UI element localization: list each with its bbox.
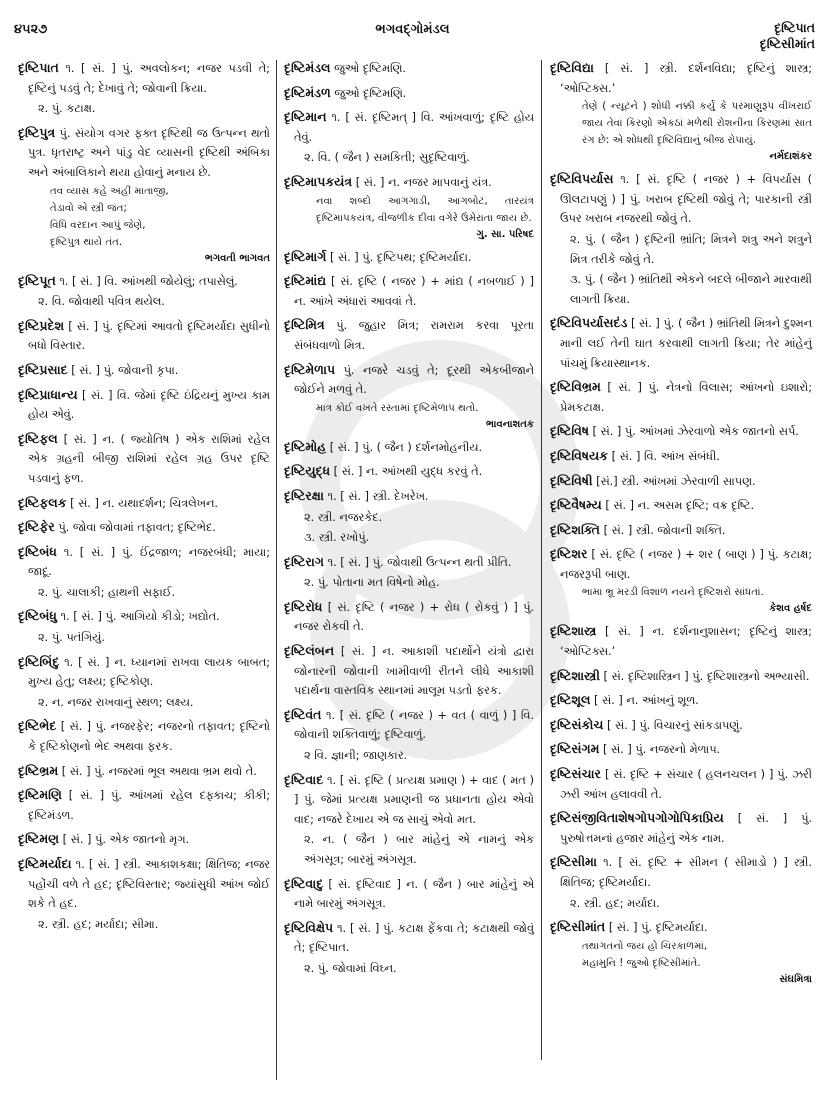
definition-sense: જુઓ દૃષ્ટિમણિ. <box>334 62 406 75</box>
definition-sense: પું. નજરે ચડવું તે; દૂરથી એકબીજાને જોઈને મળવું તે. <box>294 363 535 397</box>
headword: દૃષ્ટિયુદ્ધ <box>284 463 331 479</box>
dictionary-entry <box>284 918 534 979</box>
headword: દૃષ્ટિવિષયક <box>550 447 609 463</box>
citation-quote <box>28 183 270 267</box>
dictionary-entry <box>550 495 812 516</box>
dictionary-entry <box>550 621 812 661</box>
definition-sense: [ સં. ] ન. યથાદર્શન; ચિત્રલેખન. <box>70 496 218 510</box>
headword: દૃષ્ટિમોહ <box>284 438 327 454</box>
dictionary-entry <box>284 107 534 168</box>
dictionary-entry <box>550 715 812 736</box>
dictionary-entry <box>550 852 812 913</box>
dictionary-entry <box>18 316 270 356</box>
headword: દૃષ્ટિપુત્ર <box>18 124 56 140</box>
dictionary-entry <box>18 854 270 934</box>
dictionary-entry <box>550 169 812 309</box>
definition-sense: ૧. [ સં. ] વિ. આંખથી જોયેલું; તપાસેલું. <box>59 274 238 288</box>
dictionary-entry <box>284 641 534 701</box>
definition-sense: [ સં. ] પું. નજરફેર; નજરનો તફાવત; દૃષ્ટિનો કે દૃષ્ટિકોણનો ભેદ અથવા ફરક. <box>28 720 271 754</box>
definition-sense: ૨. ન. નજર રાખવાનું સ્થળ; લક્ષ્ય. <box>38 695 194 709</box>
dictionary-entry <box>550 446 812 467</box>
dictionary-entry <box>550 808 812 848</box>
dictionary-entry <box>18 542 270 603</box>
definition-sense: [ સં. દૃષ્ટિ ( નજર ) + માંદ્ય ( નબળાઈ ) ] ન. આંખે અંધારાં આવવાં તે. <box>294 275 534 308</box>
dictionary-entry <box>550 377 812 417</box>
headword: દૃષ્ટિપ્રદેશ <box>18 317 65 333</box>
definition-sense: ૧. [ સં. ] પું. જોવાથી ઉત્પન્ન થતી પ્રીતિ. <box>327 555 512 569</box>
dictionary-entry <box>284 247 534 268</box>
dictionary-entry <box>284 770 534 870</box>
headword: દૃષ્ટિવિષ <box>550 423 589 439</box>
citation-quote <box>560 584 812 617</box>
dictionary-entry <box>284 597 534 637</box>
definition-sense: ૨. પું. પોતાના મત વિષેનો મોહ. <box>304 576 440 590</box>
definition-sense: [ સં. ] પું. દૃષ્ટિમાં આવતો દૃષ્ટિમર્યાદા સુધીનો બધો વિસ્તાર. <box>28 319 270 353</box>
definition-sense: [ સં. ] ન. આંખનું શૂળ. <box>594 694 699 708</box>
headword: દૃષ્ટિરોધ <box>284 598 323 614</box>
definition-sense: [ સં. ] પું. વિચારનું સાંકડાપણું. <box>607 718 743 732</box>
definition-sense: [ સં. ] પું. પુરુષોત્તમનાં હજાર માંહેનું એક નામ. <box>560 812 812 845</box>
headword: દૃષ્ટિશર <box>550 546 588 562</box>
definition-sense: [ સં. ] ન. નજર માપવાનું યંત્ર. <box>355 175 492 189</box>
dictionary-entry <box>284 58 534 79</box>
quote-line: નવા શબ્દો આગગાડી, આગબોટ, તારયંત્ર દૃષ્ટિમાપકયંત્ર, વીજળીક દીવા વગેરે ઉમેરાતા જાય છે. <box>316 195 534 224</box>
definition-sense: જુઓ દૃષ્ટિમણિ. <box>334 86 407 100</box>
guide-words <box>760 20 815 52</box>
headword: દૃષ્ટિશૂલ <box>550 692 591 708</box>
quote-line: તવ વ્યાસ કહે અહીં માતાજી, <box>50 185 169 197</box>
headword: દૃષ્ટિમંડળ <box>284 84 331 100</box>
dictionary-entry <box>284 315 534 355</box>
citation-quote <box>294 193 534 243</box>
dictionary-entry <box>284 705 534 766</box>
headword: દૃષ્ટિવંત <box>284 706 322 722</box>
definition-sense: ૨. સ્ત્રી. હદ; મર્યાદા; સીમા. <box>38 917 159 931</box>
column-divider <box>276 60 277 1080</box>
dictionary-entry <box>18 652 270 713</box>
definition-sense: ૧. [ સં. દૃષ્ટિ ( નજર ) + વત ( વાળું ) ] વિ. જોવાની શક્તિવાળું; દૃષ્ટિવાળું. <box>294 708 535 742</box>
headword: દૃષ્ટિવિપર્યાસ <box>550 171 614 187</box>
definition-sense: ૧. [ સં. ] સ્ત્રી. આકાશકક્ષા; ક્ષિતિજ; નજર પહોંચી વળે તે હદ; દૃષ્ટિવિસ્તાર; જ્યાંસુધી આંખ જોઈ શકે તે હદ. <box>28 858 271 911</box>
quote-source: ગુ. સા. પરિષદ <box>476 228 534 240</box>
headword: દૃષ્ટિસીમા <box>550 854 597 870</box>
headword: દૃષ્ટિવિક્ષેપ <box>284 919 334 935</box>
definition-sense: ૩. સ્ત્રી. રખોપું. <box>304 531 370 545</box>
definition-sense: ૧. [ સં. ] પું. કટાક્ષ ફેંકવા તે; કટાક્ષથી જોવું તે; દૃષ્ટિપાત. <box>294 921 535 955</box>
quote-source: નર્મદાશંકર <box>769 151 812 163</box>
dictionary-entry <box>284 172 534 243</box>
dictionary-entry <box>550 471 812 492</box>
definition-sense: ૨. સ્ત્રી. નજરકેદ. <box>304 510 383 524</box>
definition-sense: [ સં. ] ન. અસમ દૃષ્ટિ; વક્ર દૃષ્ટિ. <box>605 499 755 513</box>
dictionary-entry <box>284 874 534 914</box>
quote-source: ભાવનાશતક <box>486 418 534 430</box>
dictionary-entry <box>18 493 270 514</box>
definition-sense: [ સં. ] પું. એક જાતનો મૃગ. <box>62 833 190 847</box>
dictionary-entry <box>18 517 270 538</box>
dictionary-entry <box>550 764 812 804</box>
dictionary-entry <box>550 58 812 165</box>
headword: દૃષ્ટિવિપર્યાસદંડ <box>550 315 628 331</box>
definition-sense: [ સં. દૃષ્ટિ + સંચાર ( હલનચલન ) ] પું. ઝરી ઝરી આંખ હલાવવી તે. <box>560 768 813 801</box>
quote-line: દૃષ્ટિપુત્ર થાયે તંત. <box>50 236 123 248</box>
dictionary-entry <box>550 739 812 760</box>
definition-sense: [ સં. ] પું. ( જૈન ) ભ્રાંતિથી મિત્રને દુશ્મન માની લઈ તેની ઘાત કરવાથી લાગતી ક્રિયા; તેર માંહેનું પાંચમું ક્રિયાસ્થાનક. <box>560 317 813 370</box>
quote-source: ભગવતી ભાગવત <box>204 252 270 264</box>
headword: દૃષ્ટિસંકોચ <box>550 716 604 732</box>
quote-line: વિધિ વરદાન આપું જેણે, <box>50 219 146 231</box>
definition-sense: ૧. [ સં. દૃષ્ટિ ( પ્રત્યક્ષ પ્રમાણ ) + વાદ ( મત ) ] પું. જેમાં પ્રત્યક્ષ પ્રમાણની જ પ્રધાનતા હોય એવો વાદ; નજરે દેખાય એ જ સાચું એવો મત. <box>294 773 534 826</box>
dictionary-entry <box>284 360 534 433</box>
guide-word-first: દૃષ્ટિપાત <box>774 20 815 35</box>
definition-sense: ૧. [ સં. ] પું. ઈંદ્રજાળ; નજરબંધી; માયા; જાદૂ. <box>28 545 270 579</box>
headword: દૃષ્ટિશક્તિ <box>550 521 600 537</box>
definition-sense: ૨. સ્ત્રી. હદ; મર્યાદા. <box>570 896 660 910</box>
page-header <box>0 0 825 52</box>
headword: દૃષ્ટિબંધ <box>18 543 57 559</box>
dictionary-entry <box>550 520 812 541</box>
headword: દૃષ્ટિમિત્ર <box>284 317 325 333</box>
headword: દૃષ્ટિસીમાંત <box>550 919 606 935</box>
guide-word-last: દૃષ્ટિસીમાંત <box>759 36 815 51</box>
definition-sense: [ સં. દૃષ્ટિ ( નજર ) + શર ( બાણ ) ] પું. કટાક્ષ; નજરરૂપી બાણ. <box>560 548 812 581</box>
dictionary-entry <box>18 385 270 425</box>
definition-sense: પું. સંયોગ વગર ફક્ત દૃષ્ટિથી જ ઉત્પન્ન થતો પુત્ર. ધૃતરાષ્ટ્ર અને પાંડુ વેદ વ્યાસની દૃષ્ટિથી અંબિકા અને અંબાલિકાને થયા હોવાનું મનાય છે. <box>28 126 271 179</box>
definition-sense: ૨. વિ. ( જૈન ) સમકિતી; સુદૃષ્ટિવાળું. <box>304 151 470 165</box>
definition-sense: ૨. પું. ( જૈન ) દૃષ્ટિની ભ્રાંતિ; મિત્રને શત્રુ અને શત્રુને મિત્ર તરીકે જોવું તે. <box>570 232 812 266</box>
quote-source: સંઘમિત્રા <box>779 973 812 985</box>
definition-sense: ૧. [ સં. દૃષ્ટિ ( નજર ) + વિપર્યાસ ( ઊલટાપણું ) ] પું. ખરાબ દૃષ્ટિથી જોવું તે; પારકાની સ્ત્રી ઉપર ખરાબ નજરથી જોવું તે. <box>560 173 813 226</box>
dictionary-entry <box>18 123 270 267</box>
headword: દૃષ્ટિસંજીવિતાશેષગોપગોગોપિકાપ્રિય <box>550 810 724 826</box>
definition-sense: [સં.] સ્ત્રી. આંખમાં ઝેરવાળી સાપણ. <box>596 474 756 488</box>
definition-sense: [ સં. ] સ્ત્રી. દર્શનવિદ્યા; દૃષ્ટિનું શાસ્ત્ર; ‘ઓપ્ટિક્સ.’ <box>560 62 812 95</box>
dictionary-entry <box>284 271 534 311</box>
headword: દૃષ્ટિમણિ <box>18 787 62 803</box>
dictionary-entry <box>550 421 812 442</box>
dictionary-entry <box>284 461 534 482</box>
dictionary-entry <box>284 552 534 593</box>
headword: દૃષ્ટિફેર <box>18 519 55 535</box>
dictionary-entry <box>18 761 270 782</box>
dictionary-entry <box>18 58 270 119</box>
definition-sense: [ સં. દૃષ્ટિવાદ ] ન. ( જૈન ) બાર માંહેનું એ નામે બારમું અંગસૂત્ર. <box>294 877 534 911</box>
headword: દૃષ્ટિમાપકયંત્ર <box>284 173 353 189</box>
book-title: ભગવદ્ગોમંડલ <box>375 22 450 37</box>
headword: દૃષ્ટિલંબન <box>284 643 335 659</box>
headword: દૃષ્ટિફલક <box>18 494 67 510</box>
dictionary-entry <box>18 716 270 756</box>
definition-sense: [ સં. ] પું. આંખમાં ઝેરવાળો એક જાતનો સર્પ. <box>592 425 799 439</box>
headword: દૃષ્ટિરક્ષા <box>284 487 324 503</box>
definition-sense: ૨. પું. કટાક્ષ. <box>38 102 96 116</box>
citation-quote <box>294 400 534 433</box>
headword: દૃષ્ટિસંચાર <box>550 766 601 782</box>
headword: દૃષ્ટિમાંદ્ય <box>284 273 327 289</box>
dictionary-entry <box>18 829 270 850</box>
definition-sense: [ સં. ] ન. આકાશી પદાર્થોને યંત્રો દ્વારા જોનારની જોવાની ખામીવાળી રીતને લીધે આકાશી પદાર્થના વાસ્તવિક સ્થાનમાં માલૂમ પડતો ફરક. <box>294 645 535 698</box>
quote-line: મહામુનિ ! જુઓ દૃષ્ટિસીમાંતે. <box>582 957 701 969</box>
definition-sense: [ સં. ] વિ. આંખ સંબંધી. <box>611 449 720 463</box>
definition-sense: [ સં. ] પું. નેત્રનો વિલાસ; આંખનો ઇશારો; પ્રેમકટાક્ષ. <box>560 381 813 414</box>
definition-sense: ૧. [ સં. ] ન. ધ્યાનમાં રાખવા લાયક બાબત; મુખ્ય હેતુ; લક્ષ્ય; દૃષ્ટિકોણ. <box>28 655 270 689</box>
headword: દૃષ્ટિમાર્ગ <box>284 248 327 264</box>
dictionary-entry <box>18 785 270 825</box>
definition-sense: ૨. પું. જોવામાં વિઘ્ન. <box>304 961 397 975</box>
headword: દૃષ્ટિવિદ્યા <box>550 60 594 75</box>
headword: દૃષ્ટિવિષી <box>550 472 593 488</box>
quote-line: તથાગતનો જય હો ચિરકાળમાં, <box>582 940 708 952</box>
definition-sense: [ સં. ] પું. જોવાની કૃપા. <box>71 363 179 377</box>
quote-source: કેશવ હર્ષદ <box>769 603 812 615</box>
definition-sense: ૩. પું. ( જૈન ) ભ્રાંતિથી એકને બદલે બીજાને મારવાથી લાગતી ક્રિયા. <box>570 273 812 306</box>
headword: દૃષ્ટિપાત <box>18 60 59 75</box>
definition-sense: ૨. પું. ચાલાકી; હાથની સફાઈ. <box>38 585 176 599</box>
definition-sense: ૨ વિ. જ્ઞાની; જાણકાર. <box>304 749 408 763</box>
column-middle <box>284 58 534 983</box>
headword: દૃષ્ટિબિંદુ <box>18 653 60 669</box>
definition-sense: [ સં. ] વિ. જેમાં દૃષ્ટિ ઇંદ્રિયનું મુખ્ય કામ હોય એવું. <box>28 388 270 422</box>
citation-quote <box>560 98 812 165</box>
definition-sense: [ સં. ] પું. નજરનો મેળાપ. <box>603 743 721 757</box>
definition-sense: [ સં. ] પું. દૃષ્ટિમર્યાદા. <box>608 921 708 935</box>
headword: દૃષ્ટિવાદુ <box>284 875 324 891</box>
headword: દૃષ્ટિશાસ્ત્રી <box>550 667 600 683</box>
definition-sense: ૧. [ સં. ] સ્ત્રી. દેખરેખ. <box>327 489 429 503</box>
column-left <box>18 58 270 938</box>
quote-line: તેડાવો એ સ્ત્રી જંત; <box>50 202 127 214</box>
headword: દૃષ્ટિમર્યાદા <box>18 856 72 871</box>
quote-line: માત્ર કોઈ વખતે રસ્તામાં દૃષ્ટિમેળાપ થતો. <box>316 402 479 414</box>
headword: દૃષ્ટિમાન <box>284 109 327 125</box>
definition-sense: ૧. [ સં. ] પું. આગિયો કીડો; ખદ્યોત. <box>60 610 220 624</box>
headword: દૃષ્ટિપૂત <box>18 272 56 288</box>
definition-sense: [ સં. ] ન. ( જ્યોતિષ ) એક રાશિમાં રહેલ એક ગ્રહની બીજી રાશિમાં રહેલ ગ્રહ ઉપર દૃષ્ટિ પડવાનું ફળ. <box>28 432 270 485</box>
headword: દૃષ્ટિશાસ્ત્ર <box>550 623 597 639</box>
definition-sense: ૧. [ સં. દૃષ્ટિમત્ ] વિ. આંખવાળું; દૃષ્ટિ હોય તેવું. <box>294 111 534 144</box>
definition-sense: ૨. ન. ( જૈન ) બાર માંહેનું એ નામનું એક અંગસૂત્ર; બારમું અંગસૂત્ર. <box>304 833 534 866</box>
definition-sense: [ સં. ] પું. નજરમાં ભૂલ અથવા ભ્રમ થવો તે. <box>61 764 257 778</box>
quote-line: ભામા ભ્રૂ મરડી વિશાળ નયને દૃષ્ટિશરો સાંધતાં. <box>582 587 764 599</box>
headword: દૃષ્ટિભ્રમ <box>18 762 59 778</box>
definition-sense: [ સં. ] ન. આંખથી યુદ્ધ કરવું તે. <box>333 465 483 479</box>
dictionary-entry <box>550 917 812 988</box>
dictionary-entry <box>550 666 812 687</box>
headword: દૃષ્ટિફલ <box>18 430 58 446</box>
dictionary-entry <box>550 544 812 617</box>
headword: દૃષ્ટિપ્રસાદ <box>18 361 68 377</box>
dictionary-entry <box>550 690 812 711</box>
headword: દૃષ્ટિવિભ્રમ <box>550 379 601 395</box>
definition-sense: ૨. વિ. જોવાથી પવિત્ર થયેલ. <box>38 295 165 309</box>
dictionary-entry <box>284 437 534 458</box>
citation-quote <box>560 938 812 988</box>
definition-sense: [ સં. ] પું. દૃષ્ટિપથ; દૃષ્ટિમર્યાદા. <box>329 250 472 264</box>
headword: દૃષ્ટિસંગમ <box>550 741 600 757</box>
definition-sense: [ સં. ] પું. આંખમાં રહેલ દફ્કાચ; કીકી; દૃષ્ટિમંડળ. <box>28 789 270 822</box>
column-divider <box>541 60 542 1060</box>
quote-line: તેણે ( ન્યૂટને ) શોધી નક્કી કર્યું કે પરમાણુરૂપ વીખરાઈ જાય તેવાં કિરણો એકઠાં મળેથી રોશનીના કિરણમાં સાત રંગ છે: એ શોધથી દૃષ્ટિવિદ્યાનું બીજ રોપાયું. <box>582 101 812 147</box>
headword: દૃષ્ટિપ્રાધાન્ય <box>18 386 78 402</box>
dictionary-entry <box>284 486 534 548</box>
definition-sense: ૧. [ સં. ] પું. અવલોકન; નજર પડવી તે; દૃષ્ટિનું પડવું તે; દેખાવું તે; જોવાની ક્રિયા. <box>28 62 270 95</box>
headword: દૃષ્ટિવૈષમ્ય <box>550 497 602 513</box>
headword: દૃષ્ટિમંડલ <box>284 60 331 75</box>
headword: દૃષ્ટિમણ <box>18 831 60 847</box>
definition-sense: [ સં. ] પું. ( જૈન ) દર્શનમોહનીય. <box>329 440 483 454</box>
definition-sense: પું. જોવા જોવામાં તફાવત; દૃષ્ટિભેદ. <box>58 521 216 535</box>
page-number: ૪૫૨૭ <box>14 22 48 37</box>
definition-sense: ૨. પું. પતંગિયું. <box>38 631 105 645</box>
headword: દૃષ્ટિવાદ <box>284 771 324 787</box>
headword: દૃષ્ટિરાગ <box>284 553 324 569</box>
dictionary-entry <box>18 429 270 489</box>
column-right <box>550 58 812 992</box>
definition-sense: [ સં. દૃષ્ટિશાસ્ત્રિન ] પું. દૃષ્ટિશાસ્ત્રનો અભ્યાસી. <box>603 669 810 683</box>
dictionary-entry <box>550 313 812 373</box>
definition-sense: પું. જુહાર મિત્ર; રામરામ કરવા પૂરતા સંબંધવાળો મિત્ર. <box>294 319 534 352</box>
definition-sense: [ સં. દૃષ્ટિ ( નજર ) + રોધ ( રોકવું ) ] પું. નજર રોકવી તે. <box>294 600 534 634</box>
headword: દૃષ્ટિબંધુ <box>18 608 57 624</box>
dictionary-entry <box>18 271 270 312</box>
dictionary-entry <box>18 360 270 381</box>
dictionary-entry <box>284 83 534 104</box>
definition-sense: [ સં. ] સ્ત્રી. જોવાની શક્તિ. <box>603 523 726 537</box>
definition-sense: ૧. [ સં. દૃષ્ટિ + સીમન ( સીમાડો ) ] સ્ત્રી. ક્ષિતિજ; દૃષ્ટિમર્યાદા. <box>560 856 813 889</box>
headword: દૃષ્ટિભેદ <box>18 718 57 734</box>
definition-sense: [ સં. ] ન. દર્શનાનુશાસન; દૃષ્ટિનું શાસ્ત્ર; ‘ઓપ્ટિક્સ.’ <box>560 625 812 659</box>
headword: દૃષ્ટિમેળાપ <box>284 361 336 377</box>
dictionary-entry <box>18 606 270 647</box>
